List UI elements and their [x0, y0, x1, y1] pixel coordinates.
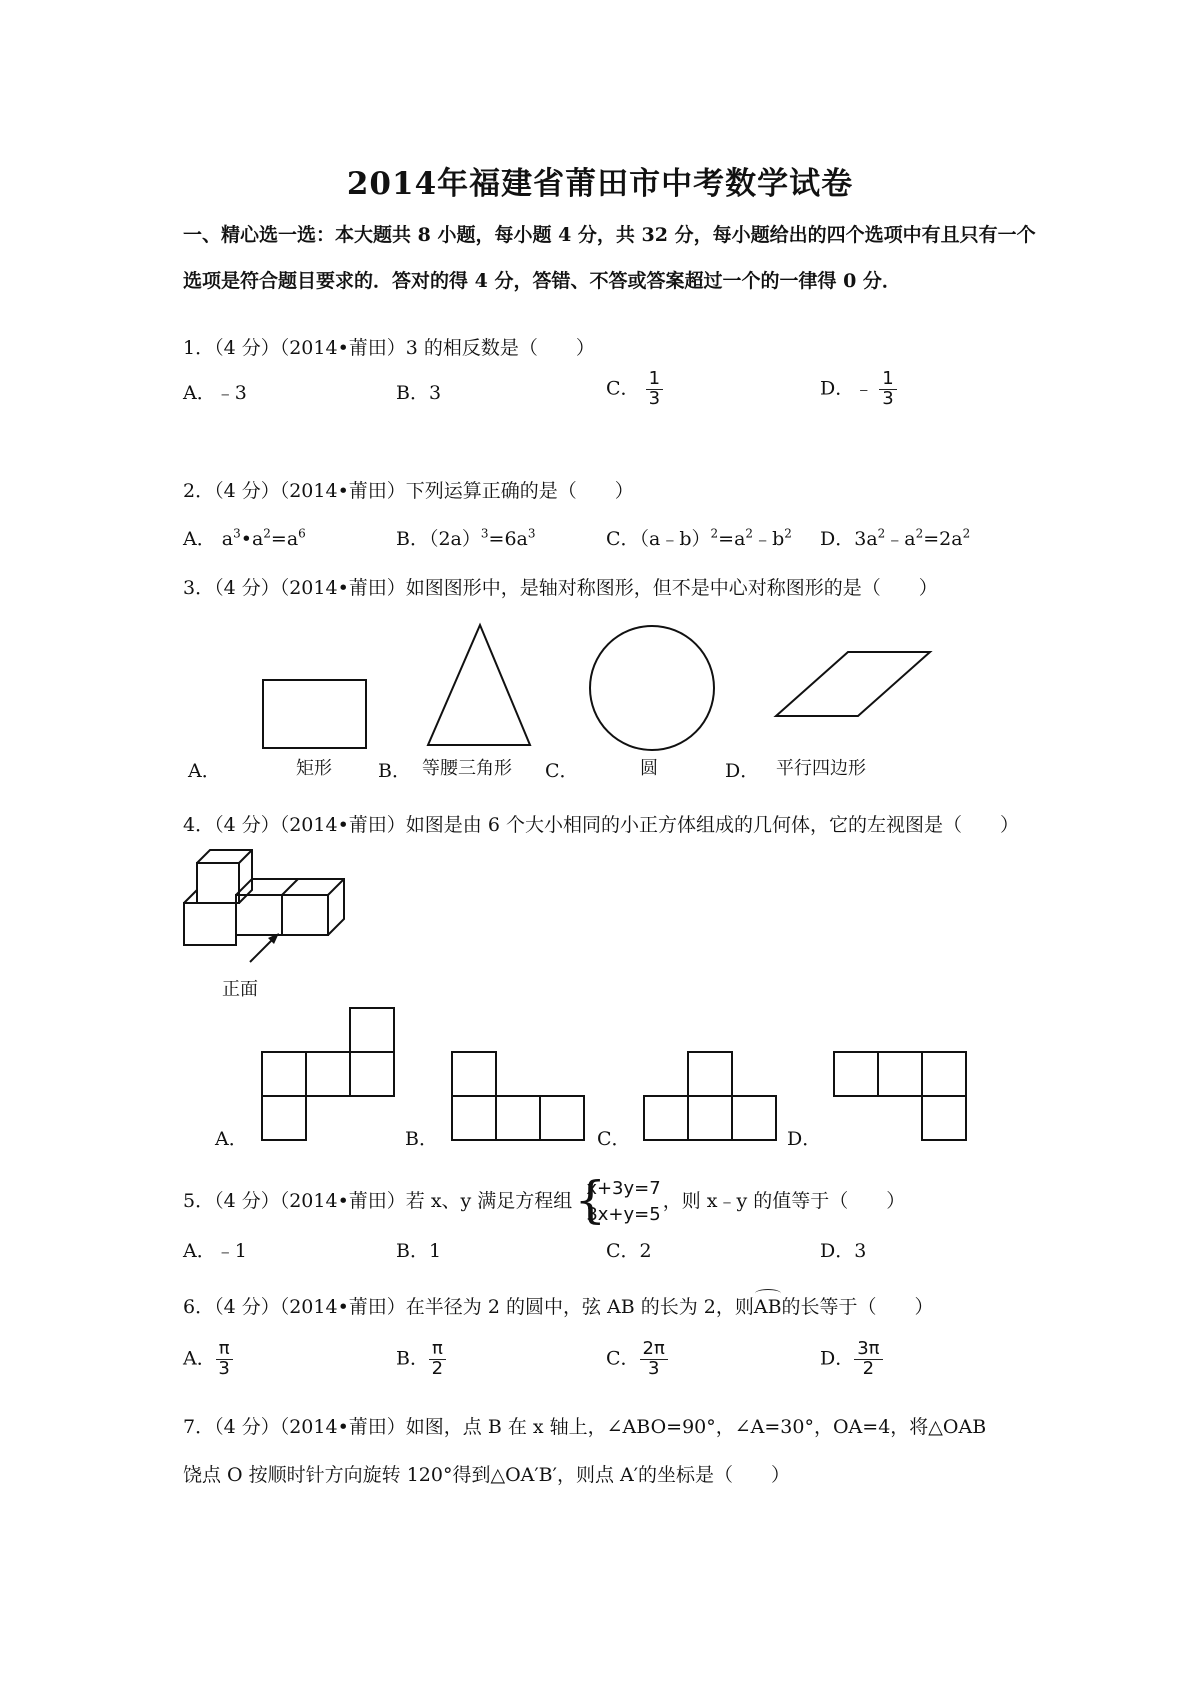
q1-option-a: A．﹣3	[183, 382, 247, 404]
view-a	[262, 1052, 394, 1096]
q3-option-b: B．	[378, 760, 411, 782]
q5-equation-1: x+3y=7	[586, 1178, 661, 1199]
q5-stem-end: ，则 x﹣y 的值等于（ ）	[662, 1190, 906, 1212]
q2-option-b: B．$(2a)^3=6a^3$	[396, 526, 536, 550]
q1-option-c-fraction: $\frac{1}{3}$	[646, 370, 663, 409]
q1-option-d-fraction: $\frac{1}{3}$	[879, 370, 896, 409]
q3-caption-circle: 圆	[640, 758, 658, 779]
question-4-stem: 4．（4 分）（2014•莆田）如图是由 6 个大小相同的小正方体组成的几何体，它的左视图是（ ）	[183, 814, 1019, 836]
question-1-stem: 1．（4 分）（2014•莆田）3 的相反数是（ ）	[183, 337, 595, 359]
q6-option-a-fraction: $\frac{\pi}{3}$	[216, 1340, 233, 1379]
q3-option-c: C．	[545, 760, 579, 782]
q3-caption-rectangle: 矩形	[296, 758, 332, 779]
q5-equation-2: 3x+y=5	[586, 1204, 661, 1225]
q6-arc-ab: AB	[754, 1296, 782, 1318]
q6-option-c-fraction: $\frac{2\pi}{3}$	[640, 1340, 668, 1379]
q1-option-c-label: C．	[606, 377, 640, 400]
q5-option-a: A．﹣1	[183, 1240, 247, 1262]
q6-option-b-fraction: $\frac{\pi}{2}$	[429, 1340, 446, 1379]
q6-stem-start: 6．（4 分）（2014•莆田）在半径为 2 的圆中，弦 AB 的长为 2，则	[183, 1296, 754, 1318]
question-7-line-2: 饶点 O 按顺时针方向旋转 120°得到△OA′B′，则点 A′的坐标是（ ）	[183, 1464, 791, 1486]
q6-option-d-fraction: $\frac{3\pi}{2}$	[854, 1340, 882, 1379]
view-c	[644, 1096, 776, 1140]
question-6-stem	[183, 1292, 934, 1319]
q6-option-c: C． $\frac{2\pi}{3}$	[606, 1340, 668, 1379]
q2-option-d: D．$3a^2﹣a^2=2a^2$	[820, 526, 971, 550]
q5-equation-system	[574, 1171, 661, 1229]
question-7-line-1: 7．（4 分）（2014•莆田）如图，点 B 在 x 轴上，∠ABO=90°，∠A=30°，OA=4，将△OAB	[183, 1416, 987, 1438]
page-title: 2014年福建省莆田市中考数学试卷	[346, 166, 854, 202]
q6-option-b: B． $\frac{\pi}{2}$	[396, 1340, 446, 1379]
question-3-stem: 3．（4 分）（2014•莆田）如图图形中，是轴对称图形，但不是中心对称图形的是（ ）	[183, 577, 938, 599]
q3-caption-triangle: 等腰三角形	[422, 758, 512, 779]
q4-option-a: A．	[215, 1128, 248, 1150]
q1-option-b: B．3	[396, 382, 442, 404]
q6-option-d: D． $\frac{3\pi}{2}$	[820, 1340, 883, 1379]
q2-option-c: C．$(a﹣b)^2=a^2﹣b^2$	[606, 526, 792, 550]
q5-option-b: B．1	[396, 1240, 442, 1262]
question-2-stem: 2．（4 分）（2014•莆田）下列运算正确的是（ ）	[183, 480, 634, 502]
q5-option-c: C．2	[606, 1240, 652, 1262]
q3-option-a: A．	[188, 760, 221, 782]
arc-icon	[755, 1289, 781, 1298]
q5-option-d: D．3	[820, 1240, 867, 1262]
q4-option-c: C．	[597, 1128, 631, 1150]
q5-stem-start: 5．（4 分）（2014•莆田）若 x、y 满足方程组	[183, 1190, 573, 1212]
question-5-stem	[183, 1171, 906, 1229]
view-b	[452, 1096, 584, 1140]
q6-stem-end: 的长等于（ ）	[781, 1296, 934, 1318]
q4-option-d: D．	[787, 1128, 822, 1150]
left-brace-icon: {	[574, 1171, 607, 1229]
q3-option-d: D．	[725, 760, 760, 782]
q2-option-a: A． $a^3•a^2=a^6$	[183, 526, 306, 550]
q3-caption-parallelogram: 平行四边形	[776, 758, 866, 779]
q4-option-b: B．	[405, 1128, 438, 1150]
q6-option-a: A． $\frac{\pi}{3}$	[183, 1340, 233, 1379]
section-instructions: 一、精心选一选：本大题共 8 小题，每小题 4 分，共 32 分，每小题给出的四个选项中有且只有一个选项是符合题目要求的．答对的得 4 分，答错、不答或答案超过一个的一律得 0 分．	[183, 224, 1036, 292]
view-d	[834, 1052, 966, 1096]
q1-option-d-label: D．﹣	[820, 377, 874, 400]
q4-front-label: 正面	[222, 979, 258, 1000]
